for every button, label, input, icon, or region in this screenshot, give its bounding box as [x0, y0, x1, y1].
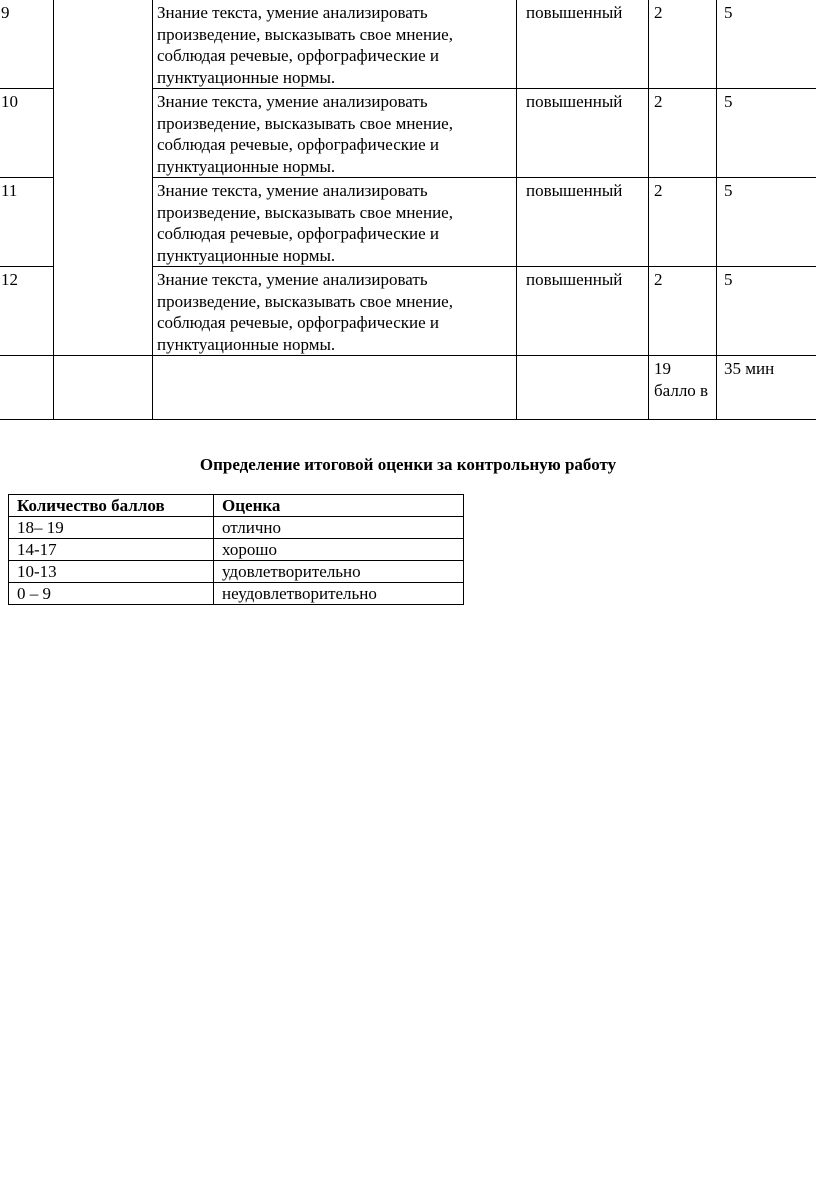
task-time: 5 — [717, 89, 816, 178]
task-description: Знание текста, умение анализировать произведение, высказывать свое мнение, соблюдая речевые, орфографические и пунктуационные нормы. — [153, 0, 517, 89]
column-header: Оценка — [214, 495, 464, 517]
empty-cell — [54, 89, 153, 178]
grade-label: неудовлетворительно — [214, 583, 464, 605]
tasks-table — [0, 0, 816, 420]
task-points: 2 — [649, 267, 717, 356]
empty-cell — [0, 356, 54, 420]
task-points: 2 — [649, 89, 717, 178]
empty-cell — [517, 356, 649, 420]
table-row — [9, 517, 464, 539]
table-row — [9, 583, 464, 605]
total-points: 19 балло в — [649, 356, 717, 420]
table-row — [9, 539, 464, 561]
task-level: повышенный — [517, 178, 649, 267]
task-description: Знание текста, умение анализировать произведение, высказывать свое мнение, соблюдая речевые, орфографические и пунктуационные нормы. — [153, 89, 517, 178]
task-points: 2 — [649, 178, 717, 267]
empty-cell — [54, 178, 153, 267]
table-row — [9, 561, 464, 583]
task-number: 9 — [0, 0, 54, 89]
task-number: 10 — [0, 89, 54, 178]
grade-table — [8, 494, 464, 605]
score-range: 10-13 — [9, 561, 214, 583]
section-title: Определение итоговой оценки за контрольную работу — [199, 455, 617, 474]
table-row — [0, 178, 816, 267]
task-number: 11 — [0, 178, 54, 267]
task-time: 5 — [717, 178, 816, 267]
score-range: 18– 19 — [9, 517, 214, 539]
task-time: 5 — [717, 0, 816, 89]
table-row — [0, 89, 816, 178]
empty-cell — [153, 356, 517, 420]
empty-cell — [54, 356, 153, 420]
empty-cell — [54, 267, 153, 356]
totals-row — [0, 356, 816, 420]
empty-cell — [54, 0, 153, 89]
total-time: 35 мин — [717, 356, 816, 420]
table-row — [0, 267, 816, 356]
task-description: Знание текста, умение анализировать произведение, высказывать свое мнение, соблюдая речевые, орфографические и пунктуационные нормы. — [153, 267, 517, 356]
table-row — [0, 0, 816, 89]
table-header-row — [9, 495, 464, 517]
score-range: 14-17 — [9, 539, 214, 561]
task-level: повышенный — [517, 267, 649, 356]
task-level: повышенный — [517, 0, 649, 89]
task-level: повышенный — [517, 89, 649, 178]
column-header: Количество баллов — [9, 495, 214, 517]
grade-label: удовлетворительно — [214, 561, 464, 583]
task-points: 2 — [649, 0, 717, 89]
grade-label: отлично — [214, 517, 464, 539]
task-number: 12 — [0, 267, 54, 356]
task-description: Знание текста, умение анализировать произведение, высказывать свое мнение, соблюдая речевые, орфографические и пунктуационные нормы. — [153, 178, 517, 267]
grade-label: хорошо — [214, 539, 464, 561]
task-time: 5 — [717, 267, 816, 356]
score-range: 0 – 9 — [9, 583, 214, 605]
